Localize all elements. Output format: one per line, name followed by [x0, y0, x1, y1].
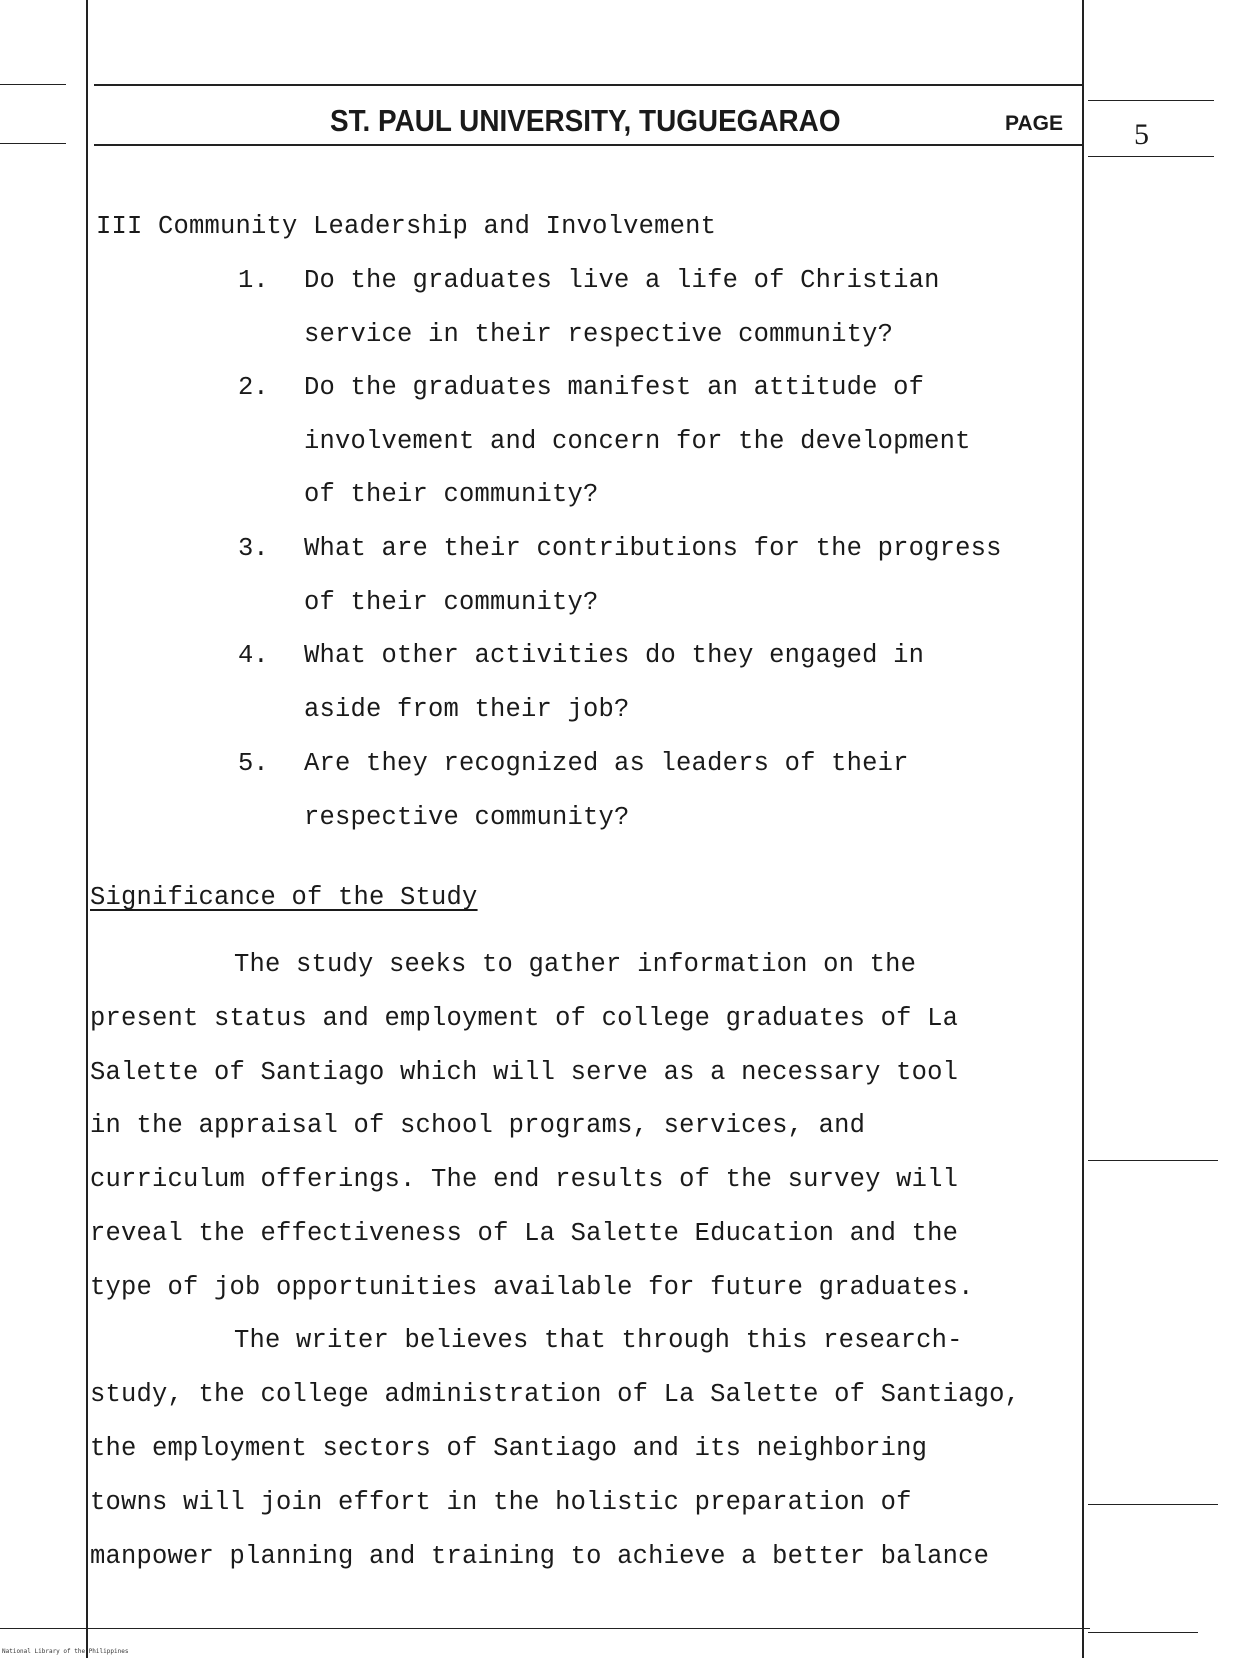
- paragraph-line: The study seeks to gather information on the: [234, 950, 917, 979]
- item-line: respective community?: [304, 803, 630, 832]
- left-margin-mark: [0, 84, 66, 85]
- item-line: of their community?: [304, 480, 599, 509]
- footer-note: National Library of the Philippines: [2, 1648, 129, 1655]
- paragraph-line: in the appraisal of school programs, services, and: [90, 1111, 866, 1140]
- item-number: 2.: [238, 373, 269, 402]
- page-number: 5: [1134, 118, 1149, 151]
- paragraph-line: study, the college administration of La Salette of Santiago,: [90, 1380, 1021, 1409]
- paragraph-line: The writer believes that through this research-: [234, 1326, 963, 1355]
- header-top-rule: [94, 84, 1082, 86]
- item-line: of their community?: [304, 588, 599, 617]
- paragraph-line: manpower planning and training to achieve a better balance: [90, 1542, 990, 1571]
- right-margin-rule: [1082, 0, 1084, 1658]
- right-margin-mark: [1088, 1632, 1198, 1633]
- item-line: Are they recognized as leaders of their: [304, 749, 909, 778]
- right-margin-mark: [1088, 1504, 1218, 1505]
- item-line: involvement and concern for the development: [304, 427, 971, 456]
- paragraph-line: present status and employment of college graduates of La: [90, 1004, 959, 1033]
- item-line: Do the graduates live a life of Christian: [304, 266, 940, 295]
- paragraph-line: the employment sectors of Santiago and its neighboring: [90, 1434, 928, 1463]
- left-margin-rule: [86, 0, 88, 1658]
- right-margin-mark: [1088, 1160, 1218, 1161]
- item-line: service in their respective community?: [304, 320, 894, 349]
- paragraph-line: reveal the effectiveness of La Salette Education and the: [90, 1219, 959, 1248]
- item-number: 5.: [238, 749, 269, 778]
- paragraph-line: type of job opportunities available for future graduates.: [90, 1273, 974, 1302]
- paragraph-line: towns will join effort in the holistic preparation of: [90, 1488, 912, 1517]
- right-margin-mark: [1088, 156, 1214, 157]
- right-margin-mark: [1088, 100, 1214, 101]
- item-number: 4.: [238, 641, 269, 670]
- item-line: What are their contributions for the progress: [304, 534, 1002, 563]
- item-line: What other activities do they engaged in: [304, 641, 925, 670]
- section-heading: III Community Leadership and Involvement: [96, 212, 717, 241]
- page-label: PAGE: [1005, 112, 1063, 135]
- university-title: ST. PAUL UNIVERSITY, TUGUEGARAO: [330, 103, 841, 138]
- left-margin-mark: [0, 143, 66, 144]
- item-line: Do the graduates manifest an attitude of: [304, 373, 925, 402]
- header-bottom-rule: [94, 144, 1082, 146]
- item-number: 1.: [238, 266, 269, 295]
- item-number: 3.: [238, 534, 269, 563]
- item-line: aside from their job?: [304, 695, 630, 724]
- paragraph-line: curriculum offerings. The end results of the survey will: [90, 1165, 959, 1194]
- footer-rule: [0, 1628, 1090, 1629]
- paragraph-line: Salette of Santiago which will serve as a necessary tool: [90, 1058, 959, 1087]
- significance-heading: Significance of the Study: [90, 883, 478, 912]
